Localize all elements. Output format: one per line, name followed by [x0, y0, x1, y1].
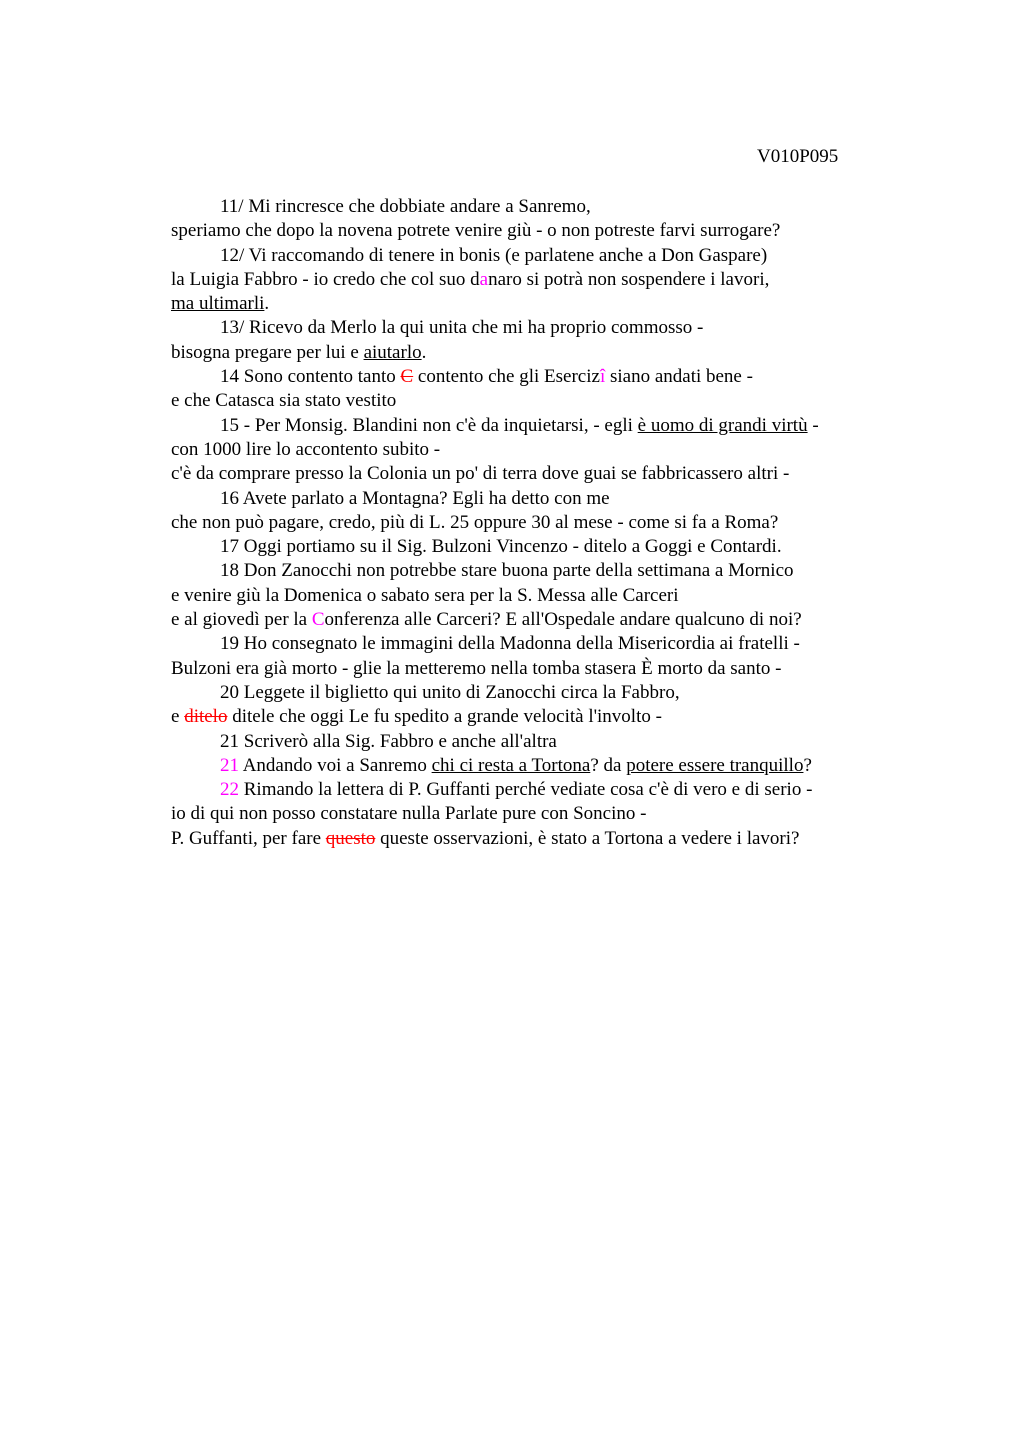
text-segment: ditele che oggi Le fu spedito a grande velocità l'involto - [227, 706, 662, 728]
text-segment: speriamo che dopo la novena potrete venire giù - o non potreste farvi surrogare? [171, 220, 781, 242]
text-segment: 14 Sono contento tanto [220, 366, 401, 388]
text-segment: siano andati bene - [605, 366, 753, 388]
text-segment: 19 Ho consegnato le immagini della Madonna della Misericordia ai fratelli - [220, 633, 800, 655]
text-segment: . [421, 341, 427, 363]
text-segment: che non può pagare, credo, più di L. 25 oppure 30 al mese - come si fa a Roma? [171, 511, 779, 533]
text-segment: 11/ Mi rincresce che dobbiate andare a Sanremo, [220, 196, 591, 217]
text-line [171, 778, 891, 802]
text-segment: 16 Avete parlato a Montagna? Egli ha detto con me [220, 487, 610, 509]
text-line [171, 705, 891, 729]
correction-text: î [599, 366, 606, 388]
text-line [171, 316, 891, 340]
text-line [171, 681, 891, 705]
text-segment: e venire giù la Domenica o sabato sera per la S. Messa alle Carceri [171, 584, 679, 606]
text-line [171, 341, 891, 365]
text-segment: . [264, 293, 270, 315]
text-segment: 18 Don Zanocchi non potrebbe stare buona parte della settimana a Mornico [220, 560, 794, 582]
text-segment: P. Guffanti, per fare [171, 827, 326, 849]
underlined-text: potere essere tranquillo [626, 754, 804, 776]
text-line [171, 268, 891, 292]
text-segment: Bulzoni era già morto - glie la metteremo nella tomba stasera È morto da santo - [171, 657, 782, 679]
struck-text: ditelo [184, 706, 228, 728]
text-segment: e [171, 706, 185, 728]
text-line [171, 389, 891, 413]
text-segment: 12/ Vi raccomando di tenere in bonis (e parlatene anche a Don Gaspare) [220, 244, 768, 266]
text-line [171, 535, 891, 559]
text-segment: Andando voi a Sanremo [239, 754, 432, 776]
text-segment: onferenza alle Carceri? E all'Ospedale andare qualcuno di noi? [324, 609, 802, 631]
text-line [171, 438, 891, 462]
text-segment: 13/ Ricevo da Merlo la qui unita che mi ha proprio commosso - [220, 317, 704, 339]
text-line [171, 730, 891, 754]
struck-text: questo [325, 827, 376, 849]
text-segment: io di qui non posso constatare nulla Parlate pure con Soncino - [171, 803, 647, 825]
text-segment: queste osservazioni, è stato a Tortona a vedere i lavori? [375, 827, 800, 849]
text-segment: c'è da comprare presso la Colonia un po' di terra dove guai se fabbricassero altri - [171, 463, 790, 485]
correction-text: 21 [220, 754, 239, 776]
text-line [171, 292, 891, 316]
correction-text: a [479, 268, 489, 290]
text-line [171, 365, 891, 389]
text-segment: Rimando la lettera di P. Guffanti perché vediate cosa c'è di vero e di serio - [239, 779, 813, 801]
text-segment: naro si potrà non sospendere i lavori, [488, 268, 770, 290]
text-line [171, 754, 891, 778]
text-line [171, 487, 891, 511]
text-line [171, 802, 891, 826]
text-line [171, 511, 891, 535]
correction-text: C [311, 609, 325, 631]
text-segment: bisogna pregare per lui e [171, 341, 364, 363]
struck-text: C [400, 366, 414, 388]
underlined-text: ma ultimarli [171, 293, 265, 315]
underlined-text: chi ci resta a Tortona [431, 754, 591, 776]
text-segment: - [807, 414, 819, 436]
text-line [171, 827, 891, 851]
text-line [171, 195, 891, 219]
text-line [171, 657, 891, 681]
text-line [171, 462, 891, 486]
text-segment: contento che gli Eserciz [413, 366, 600, 388]
text-segment: e al giovedì per la [171, 609, 312, 631]
letter-body [171, 195, 891, 851]
text-segment: 17 Oggi portiamo su il Sig. Bulzoni Vincenzo - ditelo a Goggi e Contardi. [220, 536, 782, 558]
text-line [171, 608, 891, 632]
text-line [171, 584, 891, 608]
text-line [171, 219, 891, 243]
text-line [171, 244, 891, 268]
text-segment: 15 - Per Monsig. Blandini non c'è da inquietarsi, - egli [220, 414, 638, 436]
text-line [171, 559, 891, 583]
text-line [171, 632, 891, 656]
underlined-text: è uomo di grandi virtù [637, 414, 808, 436]
underlined-text: aiutarlo [363, 341, 422, 363]
text-segment: 20 Leggete il biglietto qui unito di Zanocchi circa la Fabbro, [220, 681, 680, 703]
page-identifier: V010P095 [757, 146, 839, 167]
text-segment: 21 Scriverò alla Sig. Fabbro e anche all'altra [220, 730, 557, 752]
text-segment: e che Catasca sia stato vestito [171, 390, 397, 412]
text-segment: la Luigia Fabbro - io credo che col suo d [171, 268, 480, 290]
text-segment: con 1000 lire lo accontento subito - [171, 438, 441, 460]
text-line [171, 414, 891, 438]
text-segment: ? [803, 754, 812, 776]
text-segment: ? da [590, 754, 627, 776]
correction-text: 22 [220, 779, 239, 801]
